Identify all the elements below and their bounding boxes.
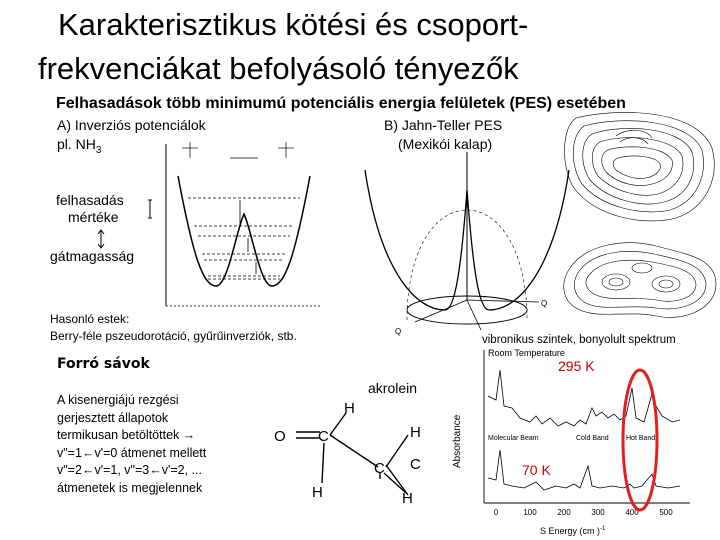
temp-cold-label: 70 K — [522, 462, 551, 478]
xlabel-text: S Energy (cm ) — [540, 526, 601, 536]
xtick-500: 500 — [659, 508, 673, 517]
inversion-potential-figure — [148, 136, 338, 316]
barrier-label: gátmagasság — [50, 248, 135, 264]
mexican-hat-figure — [355, 150, 575, 340]
spectrum-ylabel: Absorbance — [452, 414, 463, 468]
section-a-label: A) Inverziós potenciálok — [57, 117, 206, 133]
spectrum-figure — [440, 348, 720, 540]
xtick-0: 0 — [493, 508, 499, 517]
section-b-sublabel: (Mexikói kalap) — [398, 136, 493, 152]
svg-text:Q: Q — [541, 299, 548, 308]
example-subscript: 3 — [95, 144, 102, 156]
splitting-label-2: mértéke — [68, 209, 119, 225]
xtick-300: 300 — [591, 508, 605, 517]
atom-h3: H — [410, 424, 421, 441]
contour-pes-figure — [556, 108, 720, 328]
atom-h4: H — [402, 490, 413, 505]
panel-label-cold: Cold Band — [576, 435, 609, 442]
panel-label-mid: Molecular Beam — [488, 435, 539, 442]
spectrum-xlabel — [540, 526, 606, 536]
xtick-200: 200 — [557, 508, 571, 517]
hot-bands-line-2: gerjesztett állapotok — [57, 410, 169, 425]
svg-text:Q: Q — [395, 327, 402, 336]
section-a-example — [57, 136, 101, 156]
similar-cases-label: Hasonló estek: — [50, 312, 130, 326]
xtick-100: 100 — [523, 508, 537, 517]
hot-bands-text — [57, 392, 206, 497]
double-arrow-icon — [95, 228, 107, 250]
vibronic-label: vibronikus szintek, bonyolult spektrum — [482, 334, 676, 346]
hot-bands-line-1: A kisenergiájú rezgési — [57, 393, 179, 407]
title-line-2: frekvenciákat befolyásoló tényezők — [38, 51, 519, 86]
molecule-name: akrolein — [368, 380, 418, 396]
panel-label-top: Room Temperature — [488, 348, 565, 358]
atom-c3: C — [410, 456, 421, 473]
atom-h1: H — [344, 400, 355, 417]
atom-o: O — [274, 428, 286, 445]
atom-h2: H — [312, 484, 323, 501]
hot-bands-line-4: v"=1←v'=0 átmenet mellett — [57, 445, 207, 460]
section-b-label: B) Jahn-Teller PES — [384, 117, 503, 133]
xtick-400: 400 — [625, 508, 639, 517]
hot-bands-line-3: termikusan betöltöttek → — [57, 428, 196, 442]
splitting-label-1: felhasadás — [56, 192, 124, 208]
subtitle: Felhasadások több minimumú potenciális energia felületek (PES) esetében — [56, 95, 626, 112]
temp-hot-label: 295 K — [558, 358, 595, 374]
title-line-1: Karakterisztikus kötési és csoport- — [58, 7, 529, 42]
example-text: pl. NH — [57, 136, 96, 152]
hot-bands-line-6: átmenetek is megjelennek — [57, 480, 203, 495]
atom-c1: C — [318, 428, 329, 445]
panel-label-hot: Hot Band — [626, 435, 656, 442]
hot-bands-line-5: v"=2←v'=1, v"=3←v'=2, ... — [57, 463, 202, 477]
acrolein-structure — [268, 395, 438, 505]
atom-c2: C — [374, 460, 385, 477]
xlabel-sup: -1 — [600, 526, 606, 532]
hot-bands-heading: Forró sávok — [57, 356, 150, 372]
similar-cases-text: Berry-féle pszeudorotáció, gyűrűinverziók, stb. — [50, 329, 297, 343]
